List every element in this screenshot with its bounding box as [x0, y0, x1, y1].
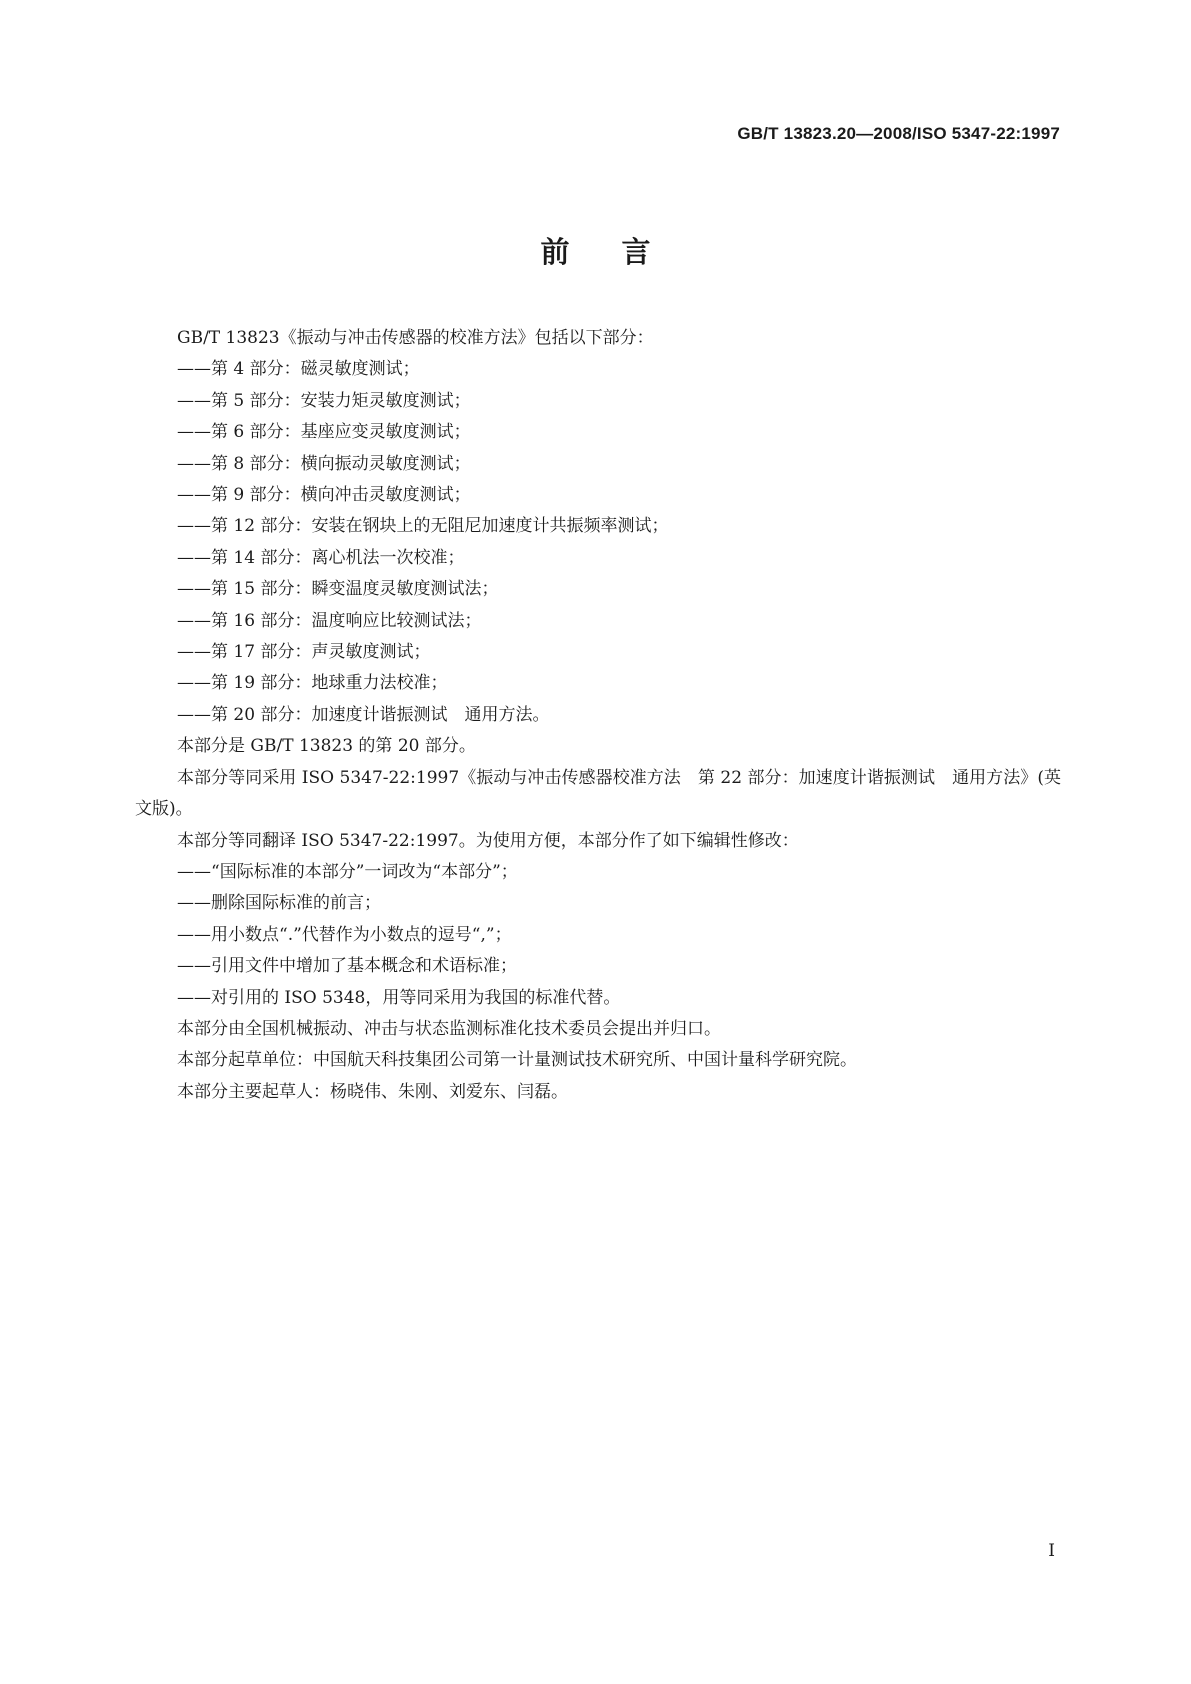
list-item-edit-3: ——用小数点“.”代替作为小数点的逗号“,”； — [177, 924, 512, 945]
paragraph-intro: GB/T 13823《振动与冲击传感器的校准方法》包括以下部分： — [177, 328, 654, 348]
list-item-edit-5: ——对引用的 ISO 5348，用等同采用为我国的标准代替。 — [177, 987, 621, 1008]
list-item-part-12: ——第 12 部分：安装在钢块上的无阻尼加速度计共振频率测试； — [177, 516, 669, 537]
list-item-part-8: ——第 8 部分：横向振动灵敏度测试； — [177, 453, 471, 474]
standard-number-header: GB/T 13823.20—2008/ISO 5347-22:1997 — [737, 124, 1060, 143]
list-item-part-17: ——第 17 部分：声灵敏度测试； — [177, 642, 431, 663]
paragraph-part-statement: 本部分是 GB/T 13823 的第 20 部分。 — [177, 736, 476, 757]
paragraph-drafters: 本部分主要起草人：杨晓伟、朱刚、刘爱东、闫磊。 — [177, 1081, 568, 1102]
list-item-part-6: ——第 6 部分：基座应变灵敏度测试； — [177, 422, 471, 443]
paragraph-drafting-units: 本部分起草单位：中国航天科技集团公司第一计量测试技术研究所、中国计量科学研究院。 — [177, 1050, 857, 1071]
list-item-part-14: ——第 14 部分：离心机法一次校准； — [177, 547, 465, 568]
foreword-body — [135, 323, 1061, 1108]
list-item-part-19: ——第 19 部分：地球重力法校准； — [177, 673, 448, 694]
list-item-edit-1: ——“国际标准的本部分”一词改为“本部分”； — [177, 861, 518, 882]
list-item-edit-2: ——删除国际标准的前言； — [177, 893, 381, 914]
list-item-part-16: ——第 16 部分：温度响应比较测试法； — [177, 610, 482, 631]
list-item-part-4: ——第 4 部分：磁灵敏度测试； — [177, 359, 420, 380]
paragraph-translation: 本部分等同翻译 ISO 5347-22:1997。为使用方便，本部分作了如下编辑性修改： — [177, 830, 799, 851]
paragraph-adoption: 本部分等同采用 ISO 5347-22:1997《振动与冲击传感器校准方法 第 22 部分：加速度计谐振测试 通用方法》(英文版)。 — [135, 767, 1061, 820]
paragraph-proposer: 本部分由全国机械振动、冲击与状态监测标准化技术委员会提出并归口。 — [177, 1018, 721, 1039]
page-title: 前言 — [540, 235, 703, 269]
list-item-part-15: ——第 15 部分：瞬变温度灵敏度测试法； — [177, 579, 499, 600]
list-item-part-20: ——第 20 部分：加速度计谐振测试 通用方法。 — [177, 704, 550, 725]
list-item-edit-4: ——引用文件中增加了基本概念和术语标准； — [177, 956, 517, 977]
page-number: I — [1048, 1541, 1055, 1561]
list-item-part-9: ——第 9 部分：横向冲击灵敏度测试； — [177, 485, 471, 506]
list-item-part-5: ——第 5 部分：安装力矩灵敏度测试； — [177, 390, 471, 411]
